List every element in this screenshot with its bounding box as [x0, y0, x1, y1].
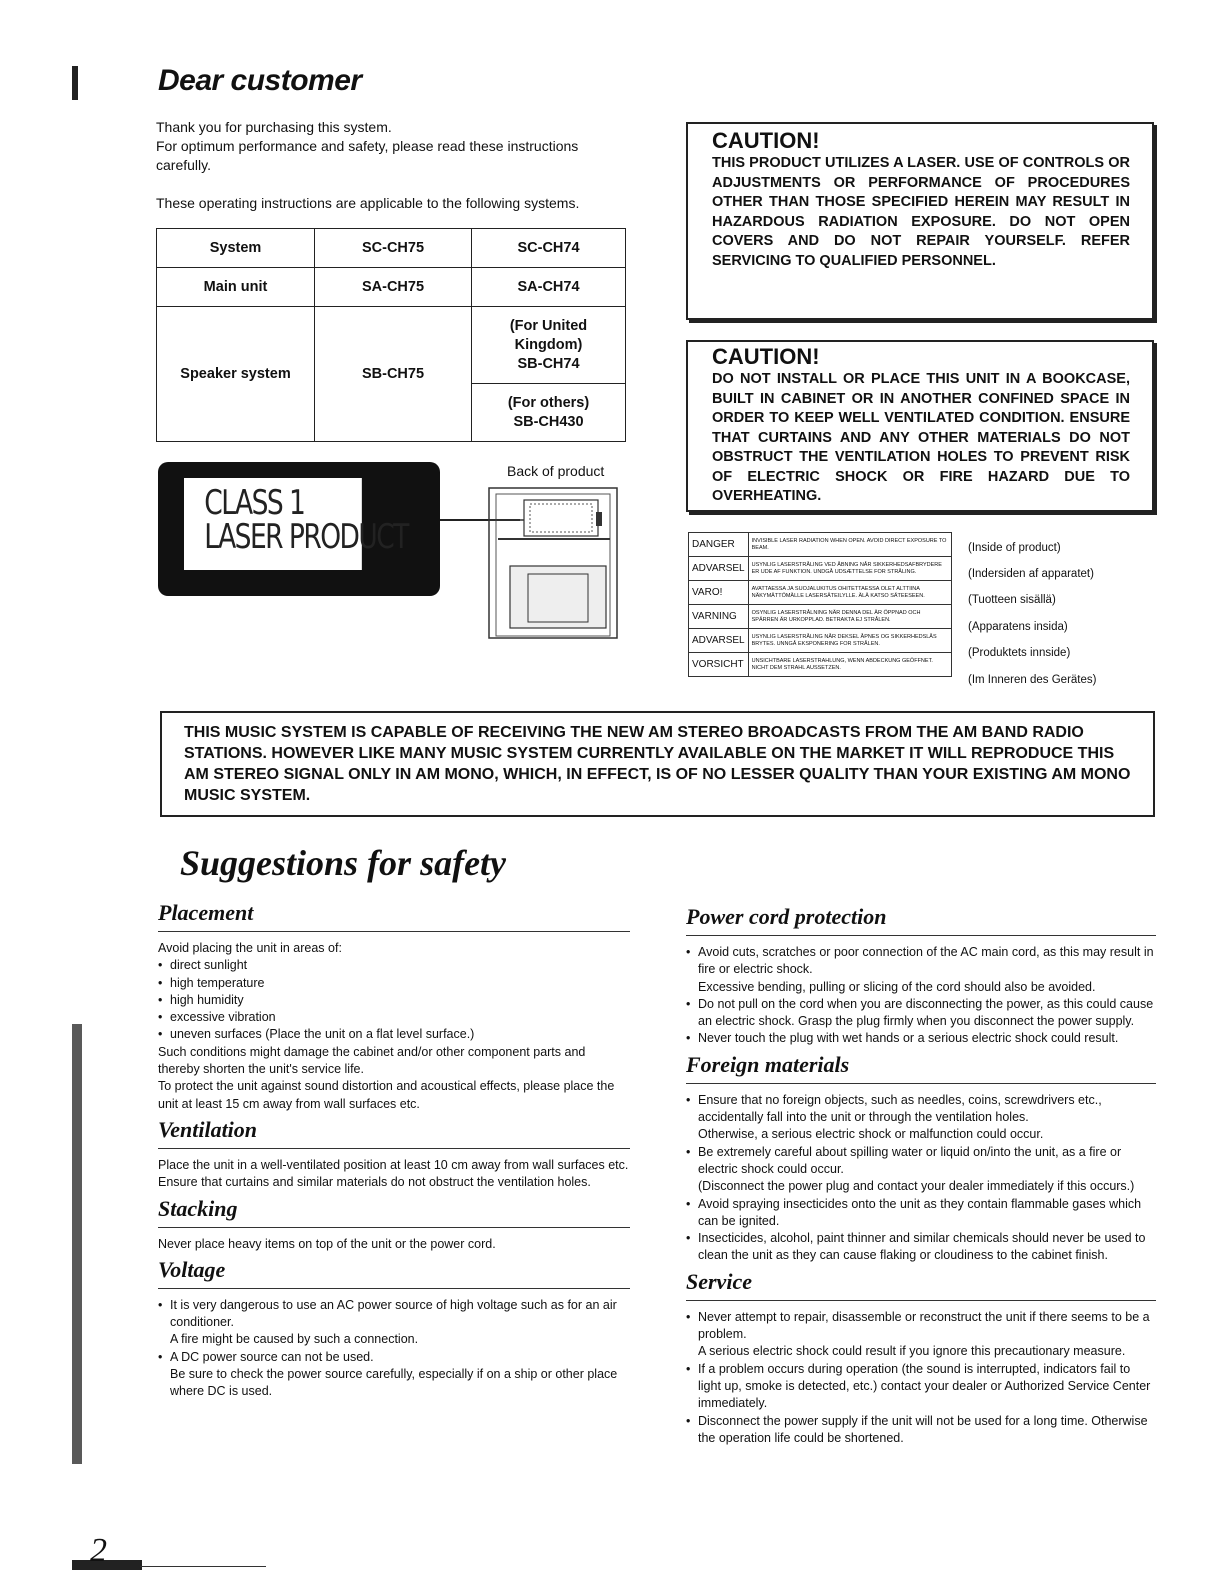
- stacking-heading: Stacking: [158, 1196, 630, 1228]
- ventilation-text: Place the unit in a well-ventilated position at least 10 cm away from wall surfaces etc.: [158, 1157, 629, 1172]
- list-item-text: Avoid cuts, scratches or poor connection of the AC main cord, as this may result in fire or electric shock.: [698, 945, 1154, 977]
- warning-location: (Im Inneren des Gerätes): [968, 674, 1097, 686]
- warning-text: USYNLIG LASERSTRÅLING NÅR DEKSEL ÅPNES OG SIKKERHEDSLÅS BRYTES. UNNGÅ EKSPONERING FOR STRÅLEN.: [748, 629, 951, 653]
- list-item-text: Never attempt to repair, disassemble or reconstruct the unit if there seems to be a problem.: [698, 1309, 1150, 1342]
- ventilation-section: [158, 1117, 630, 1192]
- table-cell: SA-CH74: [472, 268, 626, 307]
- power-cord-list: [686, 944, 1156, 1048]
- page-number: 2: [90, 1532, 107, 1569]
- table-cell: SB-CH75: [315, 307, 472, 442]
- list-item: • high humidity: [158, 992, 630, 1009]
- warning-key: ADVARSEL: [689, 629, 749, 653]
- ventilation-text: Ensure that curtains and similar materials do not obstruct the ventilation holes.: [158, 1175, 591, 1190]
- list-item-text: Be extremely careful about spilling water or liquid on/into the unit, as a fire or electric shock could occur.: [698, 1144, 1122, 1176]
- table-cell: [472, 307, 626, 384]
- placement-text: To protect the unit against sound distortion and acoustical effects, please place the unit at least 15 cm away from wall surfaces etc.: [158, 1079, 615, 1111]
- ventilation-heading: Ventilation: [158, 1117, 630, 1149]
- safety-title: Suggestions for safety: [180, 843, 507, 883]
- safety-left-column: [158, 900, 630, 1405]
- list-item: • Disconnect the power supply if the unit will not be used for a long time. Otherwise the operation life could be shortened.: [686, 1413, 1156, 1448]
- voltage-heading: Voltage: [158, 1257, 630, 1289]
- list-item-continuation: A serious electric shock could result if you ignore this precautionary measure.: [698, 1344, 1126, 1359]
- service-heading: Service: [686, 1269, 1156, 1301]
- footer-rule: [140, 1566, 266, 1567]
- list-item-continuation: Excessive bending, pulling or slicing of the cord should also be avoided.: [698, 979, 1096, 994]
- list-item: • Avoid spraying insecticides onto the unit as they contain flammable gases which can be ignited.: [686, 1196, 1156, 1231]
- table-cell: Main unit: [157, 268, 315, 307]
- table-row: [689, 557, 952, 581]
- caution-text: THIS PRODUCT UTILIZES A LASER. USE OF CONTROLS OR ADJUSTMENTS OR PERFORMANCE OF PROCEDURES OTHER THAN THOSE SPECIFIED HEREIN MAY RESULT IN HAZARDOUS RADIATION EXPOSURE. DO NOT OPEN COVERS AND DO NOT REPAIR YOURSELF. REFER SERVICING TO QUALIFIED PERSONNEL.: [712, 155, 1130, 269]
- table-row: [689, 629, 952, 653]
- caution-ventilation-box: [686, 340, 1154, 512]
- intro-thanks: Thank you for purchasing this system.: [156, 119, 392, 135]
- list-item: • Insecticides, alcohol, paint thinner and similar chemicals should never be used to clean the unit as they can cause flaking or cloudiness to the cabinet finish.: [686, 1230, 1156, 1265]
- service-list: [686, 1309, 1156, 1447]
- laser-label-line2: LASER PRODUCT: [204, 517, 408, 557]
- list-item: [158, 1349, 630, 1401]
- stacking-text: Never place heavy items on top of the unit or the power cord.: [158, 1236, 496, 1251]
- table-row: [689, 653, 952, 677]
- caution-laser-box: [686, 122, 1154, 320]
- laser-label-line1: CLASS 1: [204, 483, 305, 523]
- list-item-continuation: Otherwise, a serious electric shock or malfunction could occur.: [698, 1127, 1044, 1142]
- product-back-illustration: [484, 486, 630, 642]
- list-item-continuation: A fire might be caused by such a connection.: [170, 1332, 419, 1347]
- stacking-section: [158, 1196, 630, 1253]
- foreign-materials-heading: Foreign materials: [686, 1052, 1156, 1084]
- list-item-text: A DC power source can not be used.: [170, 1349, 374, 1364]
- list-item-continuation: Be sure to check the power source carefully, especially if on a ship or other place where DC is used.: [170, 1367, 618, 1399]
- list-item: • excessive vibration: [158, 1009, 630, 1026]
- intro-text: [156, 118, 636, 232]
- list-item: • uneven surfaces (Place the unit on a flat level surface.): [158, 1026, 630, 1043]
- table-row: [689, 605, 952, 629]
- list-item: [158, 1297, 630, 1349]
- am-stereo-notice: THIS MUSIC SYSTEM IS CAPABLE OF RECEIVING THE NEW AM STEREO BROADCASTS FROM THE AM BAND RADIO STATIONS. HOWEVER LIKE MANY MUSIC SYSTEM CURRENTLY AVAILABLE ON THE MARKET IT WILL REPRODUCE THIS AM STEREO SIGNAL ONLY IN AM MONO, WHICH, IN EFFECT, IS OF NO LESSER QUALITY THAN YOUR EXISTING AM MONO MUSIC SYSTEM.: [160, 711, 1155, 817]
- list-item: • direct sunlight: [158, 957, 630, 974]
- warning-text: INVISIBLE LASER RADIATION WHEN OPEN. AVOID DIRECT EXPOSURE TO BEAM.: [748, 533, 951, 557]
- uk-model: SB-CH74: [517, 355, 580, 372]
- list-item: [686, 1144, 1156, 1196]
- table-cell: [472, 384, 626, 442]
- uk-note: (For United Kingdom): [509, 317, 588, 353]
- warning-location: (Apparatens insida): [968, 621, 1068, 633]
- table-cell: System: [157, 229, 315, 268]
- foreign-materials-section: [686, 1052, 1156, 1265]
- list-item: [686, 1309, 1156, 1361]
- page-title: Dear customer: [158, 64, 362, 97]
- caution-title: CAUTION!: [712, 128, 820, 153]
- back-of-product-label: Back of product: [507, 463, 605, 479]
- foreign-materials-list: [686, 1092, 1156, 1265]
- warning-text: UNSICHTBARE LASERSTRAHLUNG, WENN ABDECKUNG GEÖFFNET. NICHT DEM STRAHL AUSSETZEN.: [748, 653, 951, 677]
- laser-warning-table: [688, 532, 952, 677]
- intro-applicable: These operating instructions are applicable to the following systems.: [156, 195, 580, 211]
- warning-key: VORSICHT: [689, 653, 749, 677]
- warning-location: (Inside of product): [968, 542, 1061, 554]
- page-corner-mark: [72, 1560, 142, 1570]
- intro-read: For optimum performance and safety, please read these instructions carefully.: [156, 138, 579, 173]
- list-item-text: It is very dangerous to use an AC power source of high voltage such as for an air conditioner.: [170, 1297, 617, 1330]
- placement-heading: Placement: [158, 900, 630, 932]
- power-cord-heading: Power cord protection: [686, 904, 1156, 936]
- list-item: • high temperature: [158, 975, 630, 992]
- voltage-section: [158, 1257, 630, 1401]
- systems-table: [156, 228, 626, 442]
- caution-text: DO NOT INSTALL OR PLACE THIS UNIT IN A BOOKCASE, BUILT IN CABINET OR IN ANOTHER CONFINED SPACE IN ORDER TO KEEP WELL VENTILATED CONDITION. ENSURE THAT CURTAINS AND ANY OTHER MATERIALS DO NOT OBSTRUCT THE VENTILATION HOLES TO PREVENT RISK OF ELECTRIC SHOCK OR FIRE HAZARD DUE TO OVERHEATING.: [712, 371, 1130, 504]
- warning-key: DANGER: [689, 533, 749, 557]
- voltage-list: [158, 1297, 630, 1401]
- warning-key: ADVARSEL: [689, 557, 749, 581]
- warning-text: AVATTAESSA JA SUOJALUKITUS OHITETTAESSA OLET ALTTIINA NÄKYMÄTTÖMÄLLE LASERSÄTEILYLLE. ÄLÄ KATSO SÄTEESEEN.: [748, 581, 951, 605]
- table-cell: Speaker system: [157, 307, 315, 442]
- list-item-text: Ensure that no foreign objects, such as needles, coins, screwdrivers etc., accidentally fall into the unit or through the ventilation holes.: [698, 1092, 1102, 1125]
- table-row: [689, 581, 952, 605]
- warning-location: (Tuotteen sisällä): [968, 594, 1056, 606]
- other-model: SB-CH430: [513, 413, 584, 430]
- table-cell: SC-CH75: [315, 229, 472, 268]
- service-section: [686, 1269, 1156, 1447]
- list-item: • Never touch the plug with wet hands or a serious electric shock could result.: [686, 1030, 1156, 1047]
- list-item: [686, 1092, 1156, 1144]
- placement-text: Such conditions might damage the cabinet and/or other component parts and thereby shorten the unit's service life.: [158, 1044, 586, 1077]
- warning-location: (Produktets innside): [968, 647, 1071, 659]
- list-item: • Do not pull on the cord when you are disconnecting the power, as this could cause an electric shock. Grasp the plug firmly when you disconnect the power supply.: [686, 996, 1156, 1031]
- caution-title: CAUTION!: [712, 344, 820, 369]
- table-cell: SA-CH75: [315, 268, 472, 307]
- power-cord-section: [686, 904, 1156, 1048]
- placement-list: [158, 957, 630, 1043]
- safety-right-column: [686, 904, 1156, 1451]
- placement-lead: Avoid placing the unit in areas of:: [158, 941, 342, 955]
- warning-key: VARNING: [689, 605, 749, 629]
- warning-text: OSYNLIG LASERSTRÅLNING NÄR DENNA DEL ÄR ÖPPNAD OCH SPÄRREN ÄR URKOPPLAD. BETRAKTA EJ STRÅLEN.: [748, 605, 951, 629]
- warning-text: USYNLIG LASERSTRÅLING VED ÅBNING NÅR SIKKERHEDSAFBRYDERE ER UDE AF FUNKTION. UNDGÅ UDSÆTTELSE FOR STRÅLING.: [748, 557, 951, 581]
- warning-location: (Indersiden af apparatet): [968, 568, 1094, 580]
- placement-section: [158, 900, 630, 1113]
- table-row: [689, 533, 952, 557]
- laser-class-label: [184, 478, 408, 570]
- list-item-continuation: (Disconnect the power plug and contact your dealer immediately if this occurs.): [698, 1179, 1135, 1194]
- binding-mark: [72, 1024, 82, 1464]
- binding-mark: [72, 66, 78, 100]
- list-item: • If a problem occurs during operation (the sound is interrupted, indicators fail to light up, smoke is detected, etc.) contact your dealer or Authorized Service Center immediately.: [686, 1361, 1156, 1413]
- list-item: [686, 944, 1156, 996]
- other-note: (For others): [507, 394, 590, 411]
- warning-key: VARO!: [689, 581, 749, 605]
- table-cell: SC-CH74: [472, 229, 626, 268]
